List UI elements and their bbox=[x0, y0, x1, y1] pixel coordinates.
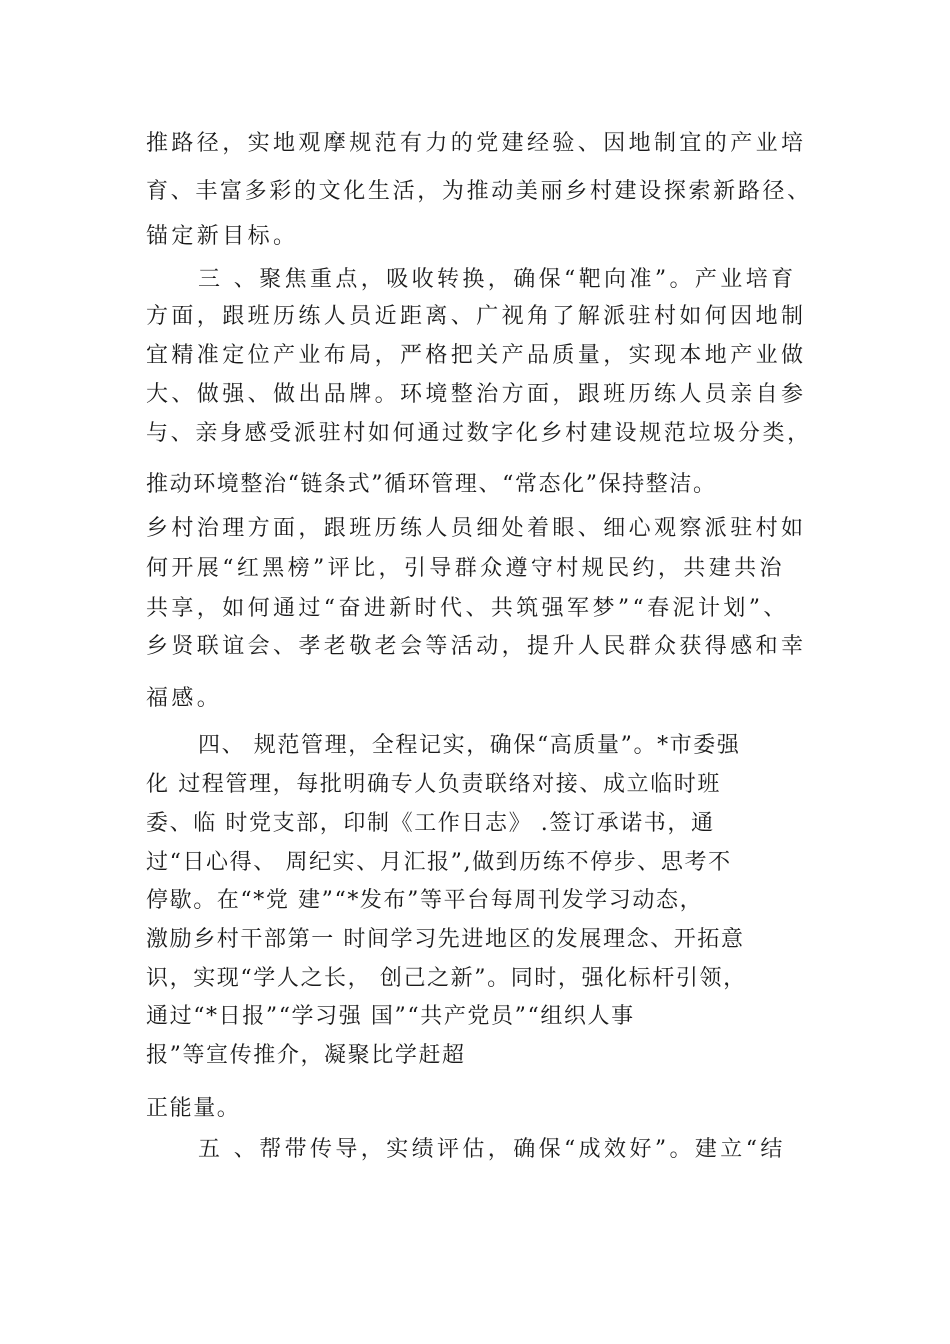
text-line: 与、亲身感受派驻村如何通过数字化乡村建设规范垃圾分类， bbox=[146, 421, 812, 446]
text-line: 激励乡村干部第一 时间学习先进地区的发展理念、开拓意 bbox=[146, 927, 745, 952]
text-line: 五 、帮带传导，实绩评估，确保“成效好”。建立“结 bbox=[198, 1137, 786, 1162]
text-line: 宜精准定位产业布局，严格把关产品质量，实现本地产业做 bbox=[146, 343, 807, 368]
text-line: 过“日心得、 周纪实、月汇报”,做到历练不停步、思考不 bbox=[146, 850, 732, 875]
text-line: 乡村治理方面，跟班历练人员细处着眼、细心观察派驻村如 bbox=[146, 516, 807, 541]
text-line: 四、 规范管理，全程记实，确保“高质量”。*市委强 bbox=[198, 733, 741, 758]
text-line: 共享，如何通过“奋进新时代、共筑强军梦”“春泥计划”、 bbox=[146, 596, 789, 621]
text-line: 育、丰富多彩的文化生活，为推动美丽乡村建设探索新路径、 bbox=[146, 179, 812, 204]
text-line: 锚定新目标。 bbox=[146, 224, 299, 249]
text-line: 推动环境整治“链条式”循环管理、“常态化”保持整洁。 bbox=[146, 472, 717, 497]
text-line: 何开展“红黑榜”评比，引导群众遵守村规民约，共建共治 bbox=[146, 556, 785, 581]
text-line: 推路径，实地观摩规范有力的党建经验、因地制宜的产业培 bbox=[146, 131, 807, 156]
text-line: 识，实现“学人之长， 创己之新”。同时，强化标杆引领， bbox=[146, 966, 747, 991]
text-line: 委、临 时党支部，印制《工作日志》 .签订承诺书，通 bbox=[146, 811, 715, 836]
text-line: 通过“*日报”“学习强 国”“共产党员”“组织人事 bbox=[146, 1004, 635, 1029]
text-line: 方面，跟班历练人员近距离、广视角了解派驻村如何因地制 bbox=[146, 304, 807, 329]
text-line: 福感。 bbox=[146, 686, 223, 711]
text-line: 正能量。 bbox=[146, 1096, 241, 1121]
text-line: 停歇。在“*党 建”“*发布”等平台每周刊发学习动态， bbox=[146, 888, 704, 913]
text-line: 化 过程管理，每批明确专人负责联络对接、成立临时班 bbox=[146, 772, 721, 797]
text-line: 报”等宣传推介，凝聚比学赶超 bbox=[146, 1043, 466, 1068]
text-line: 三 、聚焦重点，吸收转换，确保“靶向准”。产业培育 bbox=[198, 267, 797, 292]
text-line: 乡贤联谊会、孝老敬老会等活动，提升人民群众获得感和幸 bbox=[146, 634, 807, 659]
text-line: 大、做强、做出品牌。环境整治方面，跟班历练人员亲自参 bbox=[146, 382, 807, 407]
